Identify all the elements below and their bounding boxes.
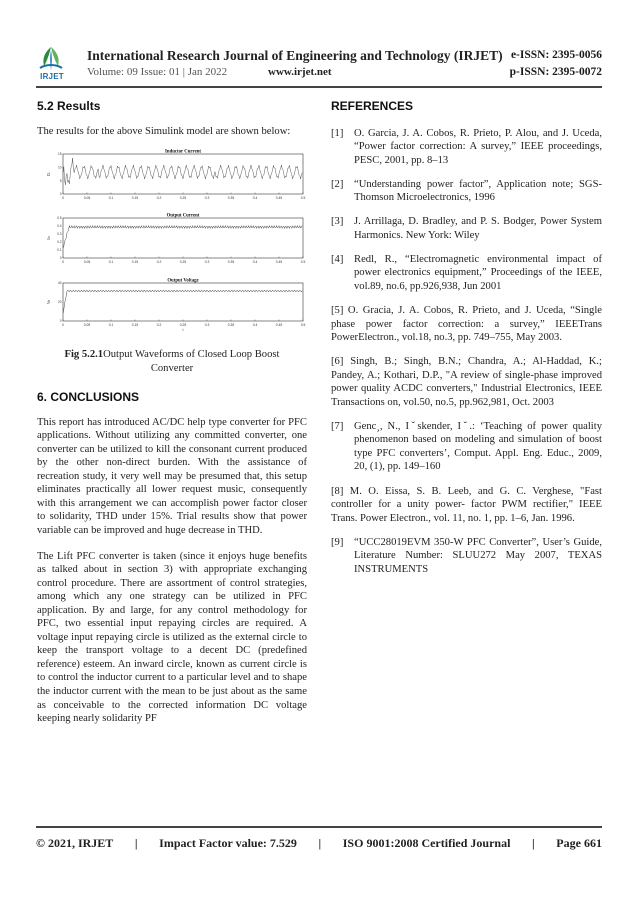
reference-number: [3]: [331, 216, 344, 228]
y-tick-label: 10: [57, 165, 62, 170]
x-tick-label: 0.25: [179, 323, 187, 328]
reference-text: O. Garcia, J. A. Cobos, R. Prieto, P. Alou, and J. Uceda, “Power factor correction: A survey,” IEEE proceedings, PESC, 2001, pp. 8–13: [354, 127, 602, 166]
page-number: Page 661: [556, 836, 602, 850]
x-tick-label: 0.4: [252, 323, 258, 328]
reference-number: [9]: [331, 536, 344, 548]
journal-title: International Research Journal of Engineering and Technology (IRJET): [87, 48, 503, 63]
y-tick-label: 0: [59, 256, 62, 261]
reference-text: Genc¸, N., Iˇskender, Iˇ.: ‘Teaching of power quality phenomenon based on modeling and simulation of boost type PFC converters’, Comput. Appl. Eng. Educ., 2009, 20, (1), pp. 149–160: [354, 420, 602, 473]
x-tick-label: 0.3: [204, 196, 210, 201]
x-tick-label: 0.2: [156, 196, 162, 201]
x-tick-label: 0.1: [108, 323, 114, 328]
reference-item: [331, 355, 602, 409]
footer-separator: |: [134, 836, 138, 850]
x-tick-label: 0.15: [131, 323, 139, 328]
conclusions-paragraph-2: The Lift PFC converter is taken (since it enjoys huge benefits as talked about in section 3) with appropriate exchanging control procedure. There are assortment of control strategies, among which any one strategy can be utilized in PFC application. By and large, for any control methodology for PFC, two essential input repaying circles are required. A voltage input repaying circle is utilized as the external circle to keep the transport voltage to a decent DC (predefined reference) esteem. An inward circle, known as current circle is to control the inductor current to a particular level and to shape the inductor current with the mean to be just about as the same as conceivable to the corrected information DC voltage keeping nearly solidarity PF: [37, 550, 307, 725]
x-tick-label: 0.05: [83, 196, 91, 201]
reference-text: J. Arrillaga, D. Bradley, and P. S. Bodger, Power System Harmonics. New York: Wiley: [354, 216, 602, 241]
x-tick-label: 0.5: [300, 323, 306, 328]
copyright: © 2021, IRJET: [36, 836, 114, 850]
journal-website-link[interactable]: www.irjet.net: [268, 66, 332, 78]
x-tick-label: 0.15: [131, 196, 139, 201]
x-tick-label: 0.5: [300, 260, 306, 265]
x-tick-label: 0.45: [275, 196, 283, 201]
footer-divider: [36, 826, 602, 828]
x-tick-label: 0.25: [179, 260, 187, 265]
reference-item: [331, 536, 602, 577]
x-tick-label: 0: [62, 260, 64, 265]
pissn: p-ISSN: 2395-0072: [509, 66, 602, 78]
reference-number: [4]: [331, 253, 344, 265]
reference-text: M. O. Eissa, S. B. Leeb, and G. C. Verghese, "Fast controller for a unity power- factor PWM rectifier," IEEE Trans. Power Electron., vol. 11, no. 1, pp. 1–6, Jan. 1996.: [331, 485, 602, 524]
left-column: [37, 100, 307, 726]
reference-text: “Understanding power factor”, Application note; SGS-Thomson Microelectronics, 1996: [354, 178, 602, 204]
header-divider: [36, 86, 602, 88]
x-tick-label: 0.05: [83, 323, 91, 328]
x-tick-label: 0.2: [156, 323, 162, 328]
impact-factor: Impact Factor value: 7.529: [159, 836, 297, 850]
footer-separator: |: [532, 836, 535, 850]
reference-item: [331, 215, 602, 242]
reference-number: [8]: [331, 485, 344, 497]
x-tick-label: 0.3: [204, 323, 210, 328]
y-tick-label: 0: [59, 192, 62, 197]
waveform-plots: [45, 148, 307, 338]
x-tick-label: 0.4: [252, 196, 258, 201]
x-tick-label: 0.2: [156, 260, 162, 265]
plot-title: Inductor Current: [165, 149, 201, 155]
reference-number: [1]: [331, 127, 344, 139]
plot-ylabel: Vo: [46, 299, 51, 305]
y-tick-label: 5: [59, 178, 62, 183]
references-heading: REFERENCES: [331, 99, 414, 113]
x-tick-label: 0.15: [131, 260, 139, 265]
results-heading: 5.2 Results: [37, 99, 101, 113]
y-tick-label: 0.4: [57, 224, 62, 229]
y-tick-label: 20: [57, 300, 62, 305]
reference-number: [6]: [331, 356, 344, 368]
figure-caption: [47, 348, 297, 375]
plot-xlabel: t: [182, 327, 184, 333]
right-column: [331, 100, 602, 587]
x-tick-label: 0.35: [227, 323, 235, 328]
x-tick-label: 0.1: [108, 196, 114, 201]
x-tick-label: 0.35: [227, 196, 235, 201]
reference-number: [7]: [331, 420, 344, 432]
y-tick-label: 0.5: [57, 216, 62, 221]
x-tick-label: 0: [62, 323, 64, 328]
reference-text: Singh, B.; Singh, B.N.; Chandra, A.; Al-Haddad, K.; Pandey, A.; Kothari, D.P., "A review of single-phase improved power quality ACDC converters," Industrial Electronics, IEEE Transactions on, vol.50, no.5, pp.962,981, Oct. 2003: [331, 356, 602, 408]
x-tick-label: 0.25: [179, 196, 187, 201]
results-intro: The results for the above Simulink model are shown below:: [37, 125, 291, 137]
reference-number: [5]: [331, 305, 344, 317]
journal-header: [36, 44, 602, 84]
plot-ylabel: IL: [46, 172, 51, 177]
x-tick-label: 0.5: [300, 196, 306, 201]
x-tick-label: 0.05: [83, 260, 91, 265]
plot-frame: [63, 283, 303, 321]
waveform-figure: [45, 148, 307, 338]
plot-frame: [63, 154, 303, 194]
conclusions-heading: 6. CONCLUSIONS: [37, 390, 140, 405]
plot-ylabel: Io: [46, 236, 51, 240]
x-tick-label: 0.45: [275, 323, 283, 328]
reference-item: [331, 420, 602, 474]
y-tick-label: 0.1: [57, 248, 62, 253]
eissn: e-ISSN: 2395-0056: [510, 49, 602, 61]
reference-text: “UCC28019EVM 350-W PFC Converter”, User’s Guide, Literature Number: SLUU272 May 2007, TEXAS INSTRUMENTS: [354, 536, 602, 575]
footer-separator: |: [318, 836, 322, 850]
reference-list: [331, 127, 602, 577]
figure-caption-text: Output Waveforms of Closed Loop Boost Converter: [103, 349, 280, 374]
y-tick-label: 15: [57, 152, 62, 157]
conclusions-paragraph-1: This report has introduced AC/DC help type converter for PFC applications. Without utilizing any committed converter, one converter can be utilized to kill the consonant current produced by the other non-direct burden. With the assistance of recreation study, it very well may be presumed that, this setup eliminates practically all lower request music, consequently with this arrangement we can accomplish power factor closer to solidarity, THD under 15%. Trial results show that power variable can be improved and huge decrease in THD.: [37, 416, 307, 537]
figure-label: Fig 5.2.1: [64, 349, 104, 361]
reference-item: [331, 304, 602, 345]
y-tick-label: 40: [57, 281, 62, 286]
x-tick-label: 0.35: [227, 260, 235, 265]
reference-number: [2]: [331, 178, 344, 190]
plot-title: Output Voltage: [167, 278, 199, 284]
iso-certification: ISO 9001:2008 Certified Journal: [342, 836, 511, 850]
reference-item: [331, 485, 602, 526]
y-tick-label: 0: [59, 319, 62, 324]
reference-item: [331, 253, 602, 294]
reference-item: [331, 178, 602, 205]
x-tick-label: 0.4: [252, 260, 258, 265]
logo-text: IRJET: [40, 72, 64, 81]
reference-text: O. Gracia, J. A. Cobos, R. Prieto, and J. Uceda, “Single phase power factor correction: a survey,” IEEETrans PowerElectron., vol.18, no.3, pp. 749–755, May 2003.: [331, 305, 602, 344]
plot-title: Output Current: [166, 213, 200, 219]
x-tick-label: 0.3: [204, 260, 210, 265]
x-tick-label: 0: [62, 196, 64, 201]
page-footer: [36, 836, 602, 851]
y-tick-label: 0.3: [57, 232, 62, 237]
x-tick-label: 0.45: [275, 260, 283, 265]
plot-frame: [63, 218, 303, 258]
reference-text: Redl, R., “Electromagnetic environmental impact of power electronics equipment,” Proceedings of the IEEE, vol.89, no.6, pp.926,938, Jun 2001: [354, 253, 602, 292]
y-tick-label: 0.2: [57, 240, 62, 245]
x-tick-label: 0.1: [108, 260, 114, 265]
reference-item: [331, 127, 602, 168]
volume-issue: Volume: 09 Issue: 01 | Jan 2022: [87, 66, 228, 78]
